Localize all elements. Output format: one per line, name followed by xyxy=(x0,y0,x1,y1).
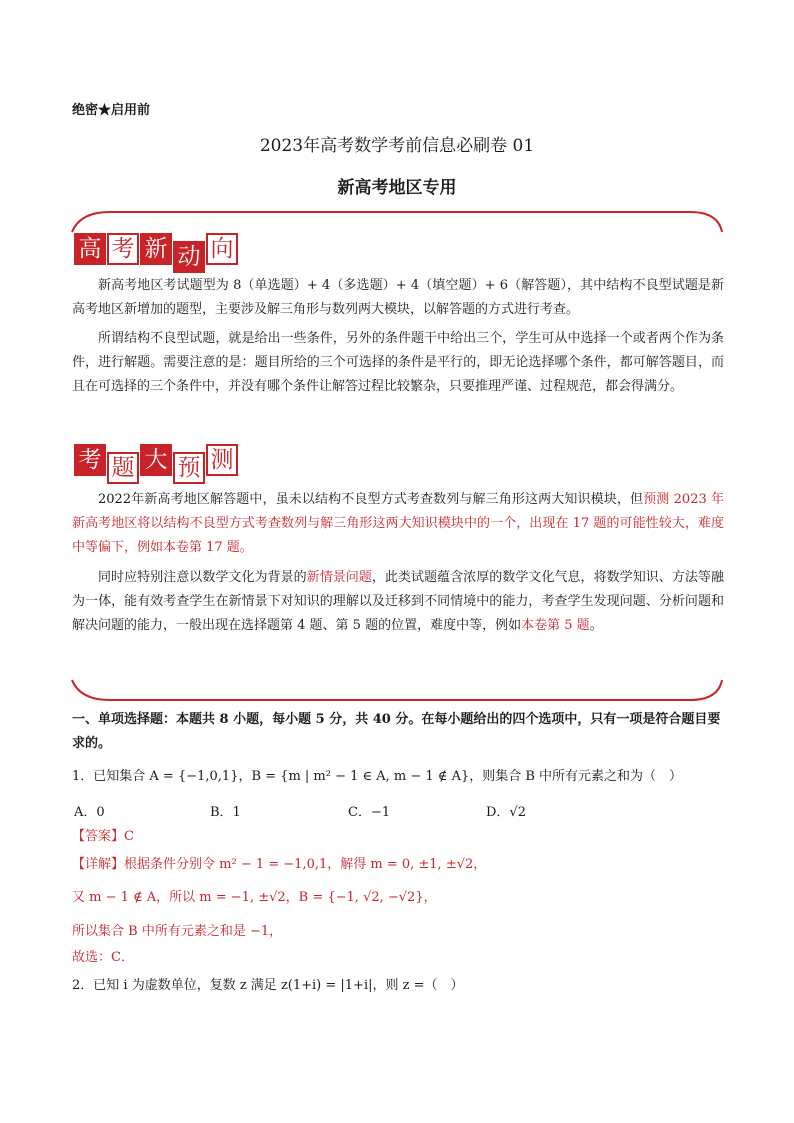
trend-paragraph-2: 所谓结构不良型试题，就是给出一些条件，另外的条件题干中给出三个，学生可从中选择一个或者两个作为条件，进行解题。需要注意的是：题目所给的三个可选择的条件是平行的，即无论选择哪个条件，都可解答题目，而且在可选择的三个条件中，并没有哪个条件让解答过程比较繁杂，只要推理严谨、过程规范，都会得满分。 xyxy=(72,331,724,394)
forecast-highlight: 新情景问题 xyxy=(306,570,372,585)
banner-char: 大 xyxy=(140,444,172,476)
detail-text: 根据条件分别令 m² − 1 = −1,0,1，解得 m = 0, ±1, ±√2， xyxy=(124,857,487,872)
banner-char: 考 xyxy=(107,233,139,265)
option-d[interactable]: D．√2 xyxy=(486,805,526,820)
trend-paragraph-1: 新高考地区考试题型为 8（单选题）+ 4（多选题）+ 4（填空题）+ 6（解答题），其中结构不良型试题是新高考地区新增加的题型，主要涉及解三角形与数列两大模块，以解答题的方式进行考查。 xyxy=(72,278,724,317)
detail-line-4: 故选：C． xyxy=(72,950,134,965)
forecast-text: 同时应特别注意以数学文化为背景的 xyxy=(98,570,307,585)
page-subtitle: 新高考地区专用 xyxy=(337,178,457,198)
forecast-text: ，此类试题蕴含浓厚的数学文化气息，将数学知识、方法等融为一体，能有效考查学生在新情景下对知识的理解以及迁移到不同情境中的能力，考查学生发现问题、分析问题和解决问题的能力，一般出现在选择题第 4 题、第 5 题的位置，难度中等，例如 xyxy=(72,570,724,633)
banner-char: 向 xyxy=(206,233,238,265)
answer-label: 【答案】C xyxy=(72,829,134,844)
banner-char: 考 xyxy=(74,444,106,476)
banner-exam-forecast xyxy=(74,444,239,484)
option-b[interactable]: B．1 xyxy=(210,805,241,820)
page-title: 2023年高考数学考前信息必刷卷 01 xyxy=(259,136,535,156)
section-heading-text: 一、单项选择题：本题共 8 小题，每小题 5 分，共 40 分。在每小题给出的四个选项中，只有一项是符合题目要求的。 xyxy=(72,712,721,751)
forecast-text: 2022年新高考地区解答题中，虽未以结构不良型方式考查数列与解三角形这两大知识模块，但 xyxy=(98,492,644,507)
forecast-text: 。 xyxy=(589,618,603,633)
forecast-highlight: 本卷第 5 题 xyxy=(521,618,590,633)
banner-char: 新 xyxy=(140,233,172,265)
banner-char: 高 xyxy=(74,233,106,265)
detail-label: 【详解】 xyxy=(72,857,125,872)
forecast-paragraph-2 xyxy=(72,566,724,638)
detail-line-1 xyxy=(72,854,486,876)
detail-line-3: 所以集合 B 中所有元素之和是 −1， xyxy=(72,924,283,939)
confidential-label: 绝密★启用前 xyxy=(72,103,151,118)
forecast-highlight-2: 出现在 17 题的可能性较大，难度中等偏下，例如本卷第 17 题。 xyxy=(72,516,724,555)
question-1-stem: 1．已知集合 A = {−1,0,1}，B = {m | m² − 1 ∈ A, m − 1 ∉ A}，则集合 B 中所有元素之和为（ ） xyxy=(72,769,683,784)
option-c[interactable]: C．−1 xyxy=(348,805,391,820)
banner-char: 题 xyxy=(107,452,139,484)
forecast-paragraph-1 xyxy=(72,488,724,560)
section-heading xyxy=(72,708,724,756)
banner-char: 预 xyxy=(173,452,205,484)
option-a[interactable]: A．0 xyxy=(74,805,105,820)
banner-exam-trends xyxy=(74,233,239,273)
banner-char: 测 xyxy=(206,444,238,476)
forecast-highlight: 预测 2023 年新高考地区将以结构不良型方式考查数列与解三角形这两大知识模块中的一个， xyxy=(72,492,724,531)
banner-char: 动 xyxy=(173,241,205,273)
detail-line-2: 又 m − 1 ∉ A，所以 m = −1, ±√2，B = {−1, √2, −√2}， xyxy=(72,890,437,905)
question-2-stem: 2．已知 i 为虚数单位，复数 z 满足 z(1+i) = |1+i|，则 z =（ ） xyxy=(72,978,464,993)
